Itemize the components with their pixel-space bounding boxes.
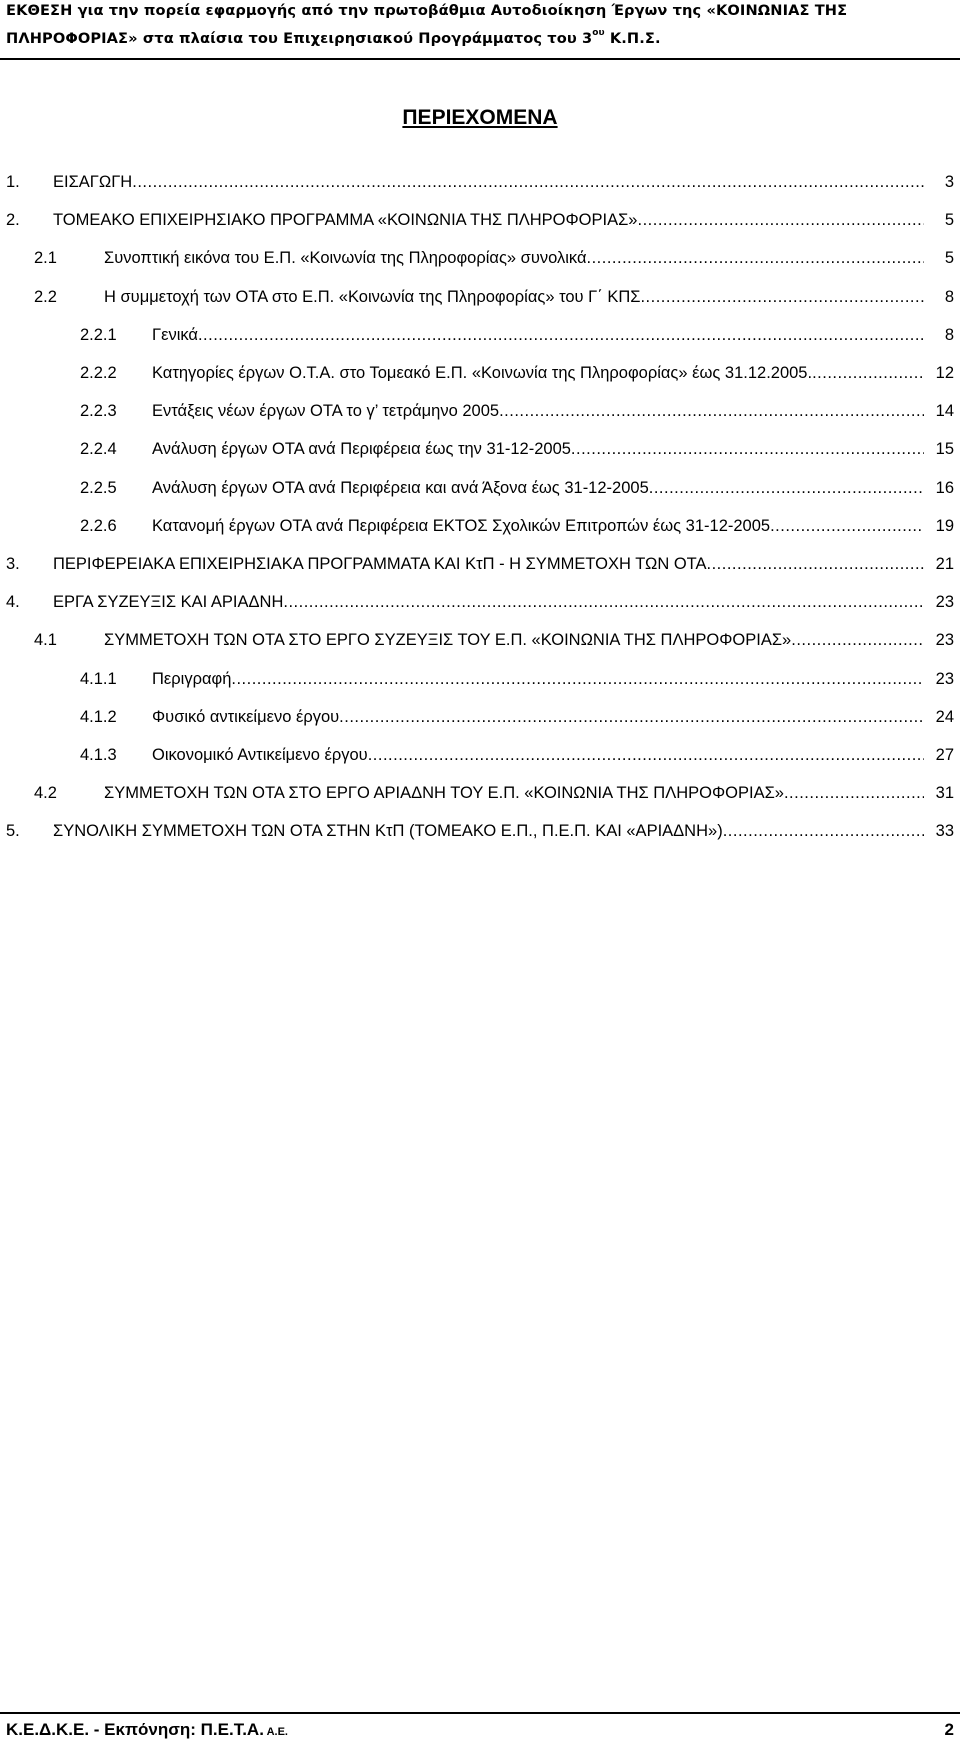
header-superscript: ου bbox=[592, 28, 605, 38]
toc-entry-leader bbox=[53, 589, 924, 615]
page-footer bbox=[0, 1712, 960, 1745]
toc-entry-number: 2.1 bbox=[34, 249, 57, 267]
header-line-2-suffix: Κ.Π.Σ. bbox=[604, 30, 661, 47]
toc-entry-leader bbox=[152, 322, 924, 348]
toc-entry[interactable] bbox=[0, 704, 960, 730]
toc-dot-leader bbox=[231, 666, 924, 692]
toc-entry[interactable] bbox=[0, 284, 960, 310]
toc-entry[interactable] bbox=[0, 436, 960, 462]
footer-credits-text: Κ.Ε.Δ.Κ.Ε. - Εκπόνηση: Π.Ε.Τ.Α. bbox=[6, 1720, 264, 1739]
toc-entry-number: 2.2.2 bbox=[80, 364, 117, 382]
toc-entry-title: ΕΙΣΑΓΩΓΗ bbox=[53, 173, 133, 191]
toc-entry[interactable] bbox=[0, 475, 960, 501]
toc-entry-page: 16 bbox=[935, 479, 954, 497]
toc-entry-title: ΣΥΜΜΕΤΟΧΗ ΤΩΝ ΟΤΑ ΣΤΟ ΕΡΓΟ ΑΡΙΑΔΝΗ ΤΟΥ Ε.Π. «ΚΟΙΝΩΝΙΑ ΤΗΣ ΠΛΗΡΟΦΟΡΙΑΣ» bbox=[104, 784, 784, 802]
toc-heading: ΠΕΡΙΕΧΟΜΕΝΑ bbox=[402, 106, 558, 129]
header-title-line-1: ΕΚΘΕΣΗ για την πορεία εφαρμογής από την πρωτοβάθμια Αυτοδιοίκηση Έργων της «ΚΟΙΝΩΝΙΑΣ ΤΗΣ bbox=[6, 2, 848, 19]
toc-entry-leader bbox=[53, 169, 924, 195]
toc-entry-number: 4.1 bbox=[34, 631, 57, 649]
toc-entry[interactable] bbox=[0, 360, 960, 386]
toc-entry-page: 5 bbox=[944, 211, 954, 229]
toc-entry[interactable] bbox=[0, 207, 960, 233]
toc-entry-title: Ανάλυση έργων ΟΤΑ ανά Περιφέρεια έως την 31-12-2005 bbox=[152, 440, 571, 458]
toc-dot-leader bbox=[339, 704, 924, 730]
toc-entry-leader bbox=[104, 284, 924, 310]
toc-entry-leader bbox=[104, 780, 924, 806]
toc-entry[interactable] bbox=[0, 245, 960, 271]
footer-page-number: 2 bbox=[944, 1720, 954, 1739]
toc-entry[interactable] bbox=[0, 398, 960, 424]
toc-entry-number: 2.2.5 bbox=[80, 479, 117, 497]
toc-dot-leader bbox=[812, 360, 924, 386]
toc-entry[interactable] bbox=[0, 666, 960, 692]
toc-entry-page: 14 bbox=[935, 402, 954, 420]
toc-entry-page: 33 bbox=[935, 822, 954, 840]
toc-entry-page: 19 bbox=[935, 517, 954, 535]
toc-entry[interactable] bbox=[0, 742, 960, 768]
toc-entry-number: 2. bbox=[6, 211, 20, 229]
toc-entry[interactable] bbox=[0, 169, 960, 195]
toc-entry-title: Ανάλυση έργων ΟΤΑ ανά Περιφέρεια και ανά Άξονα έως 31-12-2005 bbox=[152, 479, 649, 497]
toc-entry-leader bbox=[152, 360, 924, 386]
toc-entry-page: 15 bbox=[935, 440, 954, 458]
toc-entry-leader bbox=[152, 666, 924, 692]
toc-dot-leader bbox=[132, 169, 924, 195]
toc-dot-leader bbox=[707, 551, 924, 577]
toc-entry-number: 2.2.4 bbox=[80, 440, 117, 458]
toc-entry-title: Εντάξεις νέων έργων ΟΤΑ το γ’ τετράμηνο 2005 bbox=[152, 402, 500, 420]
toc-dot-leader bbox=[770, 513, 924, 539]
footer-credits bbox=[6, 1720, 288, 1740]
toc-entry[interactable] bbox=[0, 589, 960, 615]
toc-entry-number: 5. bbox=[6, 822, 20, 840]
toc-dot-leader bbox=[571, 436, 924, 462]
toc-entry-leader bbox=[152, 513, 924, 539]
toc-entry-number: 3. bbox=[6, 555, 20, 573]
toc-entry-title: ΤΟΜΕΑΚΟ ΕΠΙΧΕΙΡΗΣΙΑΚΟ ΠΡΟΓΡΑΜΜΑ «ΚΟΙΝΩΝΙΑ ΤΗΣ ΠΛΗΡΟΦΟΡΙΑΣ» bbox=[53, 211, 638, 229]
toc-entry-title: Συνοπτική εικόνα του Ε.Π. «Κοινωνία της Πληροφορίας» συνολικά bbox=[104, 249, 587, 267]
toc-entry[interactable] bbox=[0, 818, 960, 844]
toc-entry[interactable] bbox=[0, 513, 960, 539]
toc-entry-page: 23 bbox=[935, 593, 954, 611]
toc-entry-leader bbox=[104, 245, 924, 271]
toc-dot-leader bbox=[640, 284, 924, 310]
toc-entry-page: 23 bbox=[935, 631, 954, 649]
toc-dot-leader bbox=[283, 589, 924, 615]
toc-entry-title: Η συμμετοχή των ΟΤΑ στο Ε.Π. «Κοινωνία της Πληροφορίας» του Γ΄ ΚΠΣ bbox=[104, 288, 641, 306]
toc-entry-leader bbox=[152, 436, 924, 462]
toc-dot-leader bbox=[637, 207, 924, 233]
toc-entry[interactable] bbox=[0, 627, 960, 653]
toc-entry-page: 8 bbox=[944, 326, 954, 344]
toc-entry-title: Οικονομικό Αντικείμενο έργου bbox=[152, 746, 368, 764]
toc-entry-title: ΣΥΝΟΛΙΚΗ ΣΥΜΜΕΤΟΧΗ ΤΩΝ ΟΤΑ ΣΤΗΝ ΚτΠ (ΤΟΜΕΑΚΟ Ε.Π., Π.Ε.Π. ΚΑΙ «ΑΡΙΑΔΝΗ») bbox=[53, 822, 723, 840]
toc-entry-number: 4.1.2 bbox=[80, 708, 117, 726]
toc-entry-number: 4.2 bbox=[34, 784, 57, 802]
toc-entry-leader bbox=[152, 704, 924, 730]
toc-entry-number: 2.2.3 bbox=[80, 402, 117, 420]
toc-entry-page: 12 bbox=[935, 364, 954, 382]
toc-entry-number: 4.1.3 bbox=[80, 746, 117, 764]
toc-entry[interactable] bbox=[0, 780, 960, 806]
toc-entry-title: Περιγραφή bbox=[152, 670, 232, 688]
toc-entry-leader bbox=[152, 398, 924, 424]
toc-entry-title: Φυσικό αντικείμενο έργου bbox=[152, 708, 340, 726]
toc-entry-leader bbox=[152, 742, 924, 768]
toc-entry-leader bbox=[53, 551, 924, 577]
toc-entry-title: ΕΡΓΑ ΣΥΖΕΥΞΙΣ ΚΑΙ ΑΡΙΑΔΝΗ bbox=[53, 593, 284, 611]
toc-entry-number: 2.2.6 bbox=[80, 517, 117, 535]
toc-dot-leader bbox=[368, 742, 924, 768]
toc-entry-page: 5 bbox=[944, 249, 954, 267]
toc-entry-page: 24 bbox=[935, 708, 954, 726]
toc-entry-page: 27 bbox=[935, 746, 954, 764]
toc-dot-leader bbox=[723, 818, 924, 844]
toc-entry-page: 3 bbox=[944, 173, 954, 191]
toc-entry-title: Γενικά bbox=[152, 326, 198, 344]
toc-entry-page: 8 bbox=[944, 288, 954, 306]
header-line-2-text: ΠΛΗΡΟΦΟΡΙΑΣ» στα πλαίσια του Επιχειρησιακού Προγράμματος του 3 bbox=[6, 30, 593, 47]
toc-entry-title: ΣΥΜΜΕΤΟΧΗ ΤΩΝ ΟΤΑ ΣΤΟ ΕΡΓΟ ΣΥΖΕΥΞΙΣ ΤΟΥ Ε.Π. «ΚΟΙΝΩΝΙΑ ΤΗΣ ΠΛΗΡΟΦΟΡΙΑΣ» bbox=[104, 631, 792, 649]
toc-entry[interactable] bbox=[0, 322, 960, 348]
toc-entry-number: 2.2 bbox=[34, 288, 57, 306]
toc-entry-number: 4. bbox=[6, 593, 20, 611]
toc-entry-title: Κατανομή έργων ΟΤΑ ανά Περιφέρεια ΕΚΤΟΣ Σχολικών Επιτροπών έως 31-12-2005 bbox=[152, 517, 771, 535]
toc-entry-number: 1. bbox=[6, 173, 20, 191]
toc-dot-leader bbox=[198, 322, 924, 348]
toc-entry-page: 31 bbox=[935, 784, 954, 802]
footer-credits-suffix: Α.Ε. bbox=[263, 1726, 288, 1738]
header-title-line-2 bbox=[6, 30, 956, 47]
toc-dot-leader bbox=[499, 398, 924, 424]
toc-entry-leader bbox=[152, 475, 924, 501]
toc-entry-leader bbox=[104, 627, 924, 653]
toc-entry-title: ΠΕΡΙΦΕΡΕΙΑΚΑ ΕΠΙΧΕΙΡΗΣΙΑΚΑ ΠΡΟΓΡΑΜΜΑΤΑ ΚΑΙ ΚτΠ - Η ΣΥΜΜΕΤΟΧΗ ΤΩΝ ΟΤΑ bbox=[53, 555, 707, 573]
toc-entry-page: 21 bbox=[935, 555, 954, 573]
toc-dot-leader bbox=[791, 627, 924, 653]
toc-dot-leader bbox=[587, 245, 925, 271]
toc-dot-leader bbox=[784, 780, 924, 806]
page-header bbox=[0, 0, 960, 60]
toc-entry-page: 23 bbox=[935, 670, 954, 688]
toc-dot-leader bbox=[649, 475, 924, 501]
toc-entry-leader bbox=[53, 818, 924, 844]
toc-entry-leader bbox=[53, 207, 924, 233]
toc-entry-number: 2.2.1 bbox=[80, 326, 117, 344]
toc-entry-title: Κατηγορίες έργων Ο.Τ.Α. στο Τομεακό Ε.Π. «Κοινωνία της Πληροφορίας» έως 31.12.2005. bbox=[152, 364, 813, 382]
toc-entry[interactable] bbox=[0, 551, 960, 577]
toc-entry-number: 4.1.1 bbox=[80, 670, 117, 688]
